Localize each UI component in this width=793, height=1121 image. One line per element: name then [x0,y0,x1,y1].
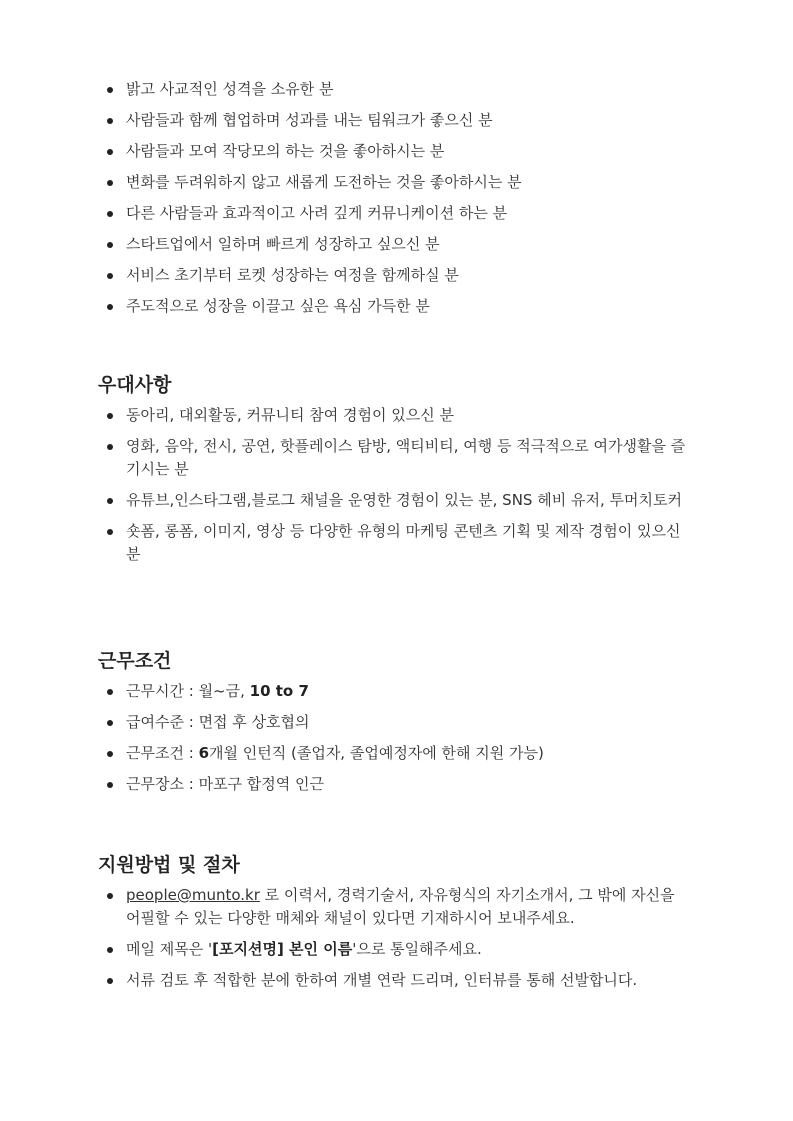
list-item: 유튜브,인스타그램,블로그 채널을 운영한 경험이 있는 분, SNS 헤비 유저, 투머치토커 [0,489,793,512]
list-item: 사람들과 함께 협업하며 성과를 내는 팀워크가 좋으신 분 [0,109,793,132]
list-item: 변화를 두려워하지 않고 새롭게 도전하는 것을 좋아하시는 분 [0,171,793,194]
bullet-icon [107,273,113,279]
preferred-list [0,404,793,566]
bullet-icon [107,444,113,450]
list-item: 스타트업에서 일하며 빠르게 성장하고 싶으신 분 [0,233,793,256]
bullet-icon [107,87,113,93]
bullet-icon [107,413,113,419]
conditions-heading: 근무조건 [98,650,172,672]
list-item: 숏폼, 롱폼, 이미지, 영상 등 다양한 유형의 마케팅 콘텐츠 기획 및 제작 경험이 있으신 분 [0,520,793,566]
bullet-icon [107,180,113,186]
bullet-icon [107,211,113,217]
list-item: 주도적으로 성장을 이끌고 싶은 욕심 가득한 분 [0,295,793,318]
bullet-icon [107,947,113,953]
list-item: 다른 사람들과 효과적이고 사려 깊게 커뮤니케이션 하는 분 [0,202,793,225]
bullet-icon [107,978,113,984]
bullet-icon [107,893,113,899]
bullet-icon [107,498,113,504]
bullet-icon [107,118,113,124]
list-item: 서류 검토 후 적합한 분에 한하여 개별 연락 드리며, 인터뷰를 통해 선발합니다. [0,969,793,992]
bullet-icon [107,751,113,757]
list-item: 서비스 초기부터 로켓 성장하는 여정을 함께하실 분 [0,264,793,287]
email-link[interactable]: people@munto.kr [126,886,260,904]
bullet-icon [107,689,113,695]
list-item: 사람들과 모여 작당모의 하는 것을 좋아하시는 분 [0,140,793,163]
bullet-icon [107,149,113,155]
conditions-list [0,680,793,796]
apply-heading: 지원방법 및 절차 [98,854,240,876]
list-item: 근무조건 : 6개월 인턴직 (졸업자, 졸업예정자에 한해 지원 가능) [0,742,793,765]
bullet-icon [107,720,113,726]
qualities-list [0,78,793,318]
list-item: 메일 제목은 '[포지션명] 본인 이름'으로 통일해주세요. [0,938,793,961]
list-item: 영화, 음악, 전시, 공연, 핫플레이스 탐방, 액티비티, 여행 등 적극적으로 여가생활을 즐기시는 분 [0,435,793,481]
list-item: 근무장소 : 마포구 합정역 인근 [0,773,793,796]
bullet-icon [107,304,113,310]
bullet-icon [107,782,113,788]
list-item: 밝고 사교적인 성격을 소유한 분 [0,78,793,101]
list-item: people@munto.kr 로 이력서, 경력기술서, 자유형식의 자기소개서, 그 밖에 자신을 어필할 수 있는 다양한 매체와 채널이 있다면 기재하시어 보내주세요. [0,884,793,930]
list-item: 급여수준 : 면접 후 상호협의 [0,711,793,734]
bullet-icon [107,529,113,535]
list-item: 동아리, 대외활동, 커뮤니티 참여 경험이 있으신 분 [0,404,793,427]
bullet-icon [107,242,113,248]
apply-list [0,884,793,992]
list-item: 근무시간 : 월~금, 10 to 7 [0,680,793,703]
preferred-heading: 우대사항 [98,374,172,396]
